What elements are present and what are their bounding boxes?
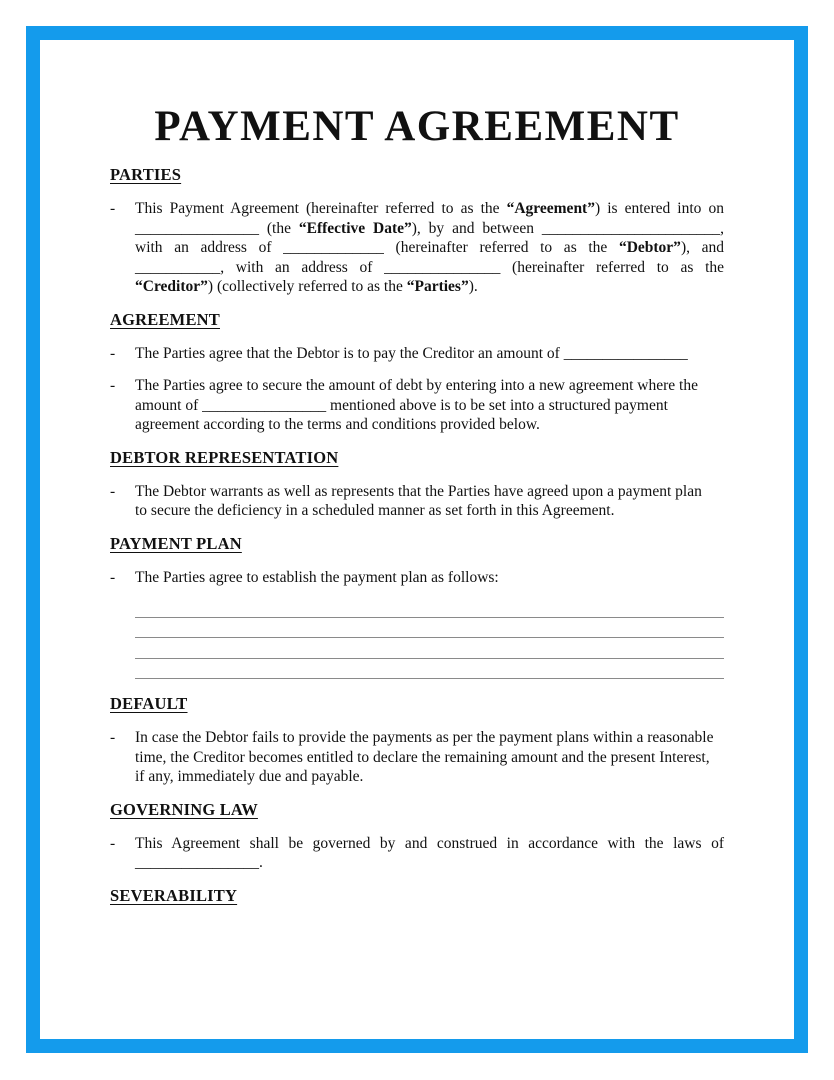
text-segment: , bbox=[720, 219, 724, 237]
text-segment: This Payment Agreement (hereinafter referred to as the bbox=[135, 200, 507, 218]
payment-plan-write-in-lines bbox=[135, 597, 724, 679]
ruled-line bbox=[135, 618, 724, 639]
page-border-frame bbox=[26, 26, 808, 1053]
section-heading: PARTIES bbox=[110, 165, 182, 185]
bullet-lines bbox=[135, 834, 724, 873]
bullet-dash: - bbox=[110, 482, 116, 500]
text-segment: ) is entered into on bbox=[594, 200, 724, 218]
section-governing-law bbox=[110, 800, 724, 873]
blank-field: _____________ bbox=[283, 239, 384, 257]
text-segment: agreement according to the terms and conditions provided below. bbox=[135, 416, 540, 434]
text-segment: (hereinafter referred to as the bbox=[383, 239, 619, 257]
text-line bbox=[135, 482, 724, 502]
section-heading: GOVERNING LAW bbox=[110, 799, 258, 819]
text-line bbox=[135, 376, 724, 396]
text-segment: “Agreement” bbox=[506, 200, 595, 218]
blank-field: ________________ bbox=[202, 396, 327, 414]
text-line bbox=[135, 219, 724, 239]
section-payment-plan bbox=[110, 534, 724, 680]
text-segment: The Parties agree to secure the amount of debt by entering into a new agreement where the bbox=[135, 377, 698, 395]
text-segment: “Effective Date” bbox=[298, 219, 412, 237]
text-segment: mentioned above is to be set into a structured payment bbox=[326, 396, 668, 414]
text-segment: ) (collectively referred to as the bbox=[207, 278, 407, 296]
bullet-item bbox=[110, 834, 724, 873]
section-default bbox=[110, 694, 724, 787]
bullet-item bbox=[110, 568, 724, 588]
text-line bbox=[135, 568, 724, 588]
text-segment: time, the Creditor becomes entitled to declare the remaining amount and the present Interest, bbox=[135, 748, 710, 766]
bullet-lines bbox=[135, 482, 724, 521]
bullet-item bbox=[110, 344, 724, 364]
text-segment: This Agreement shall be governed by and construed in accordance with the laws of bbox=[135, 834, 724, 852]
blank-field: ________________ bbox=[563, 344, 688, 362]
document-page bbox=[40, 40, 794, 1039]
blank-field: ________________ bbox=[135, 219, 259, 237]
text-line bbox=[135, 501, 724, 521]
blank-field: _______________ bbox=[384, 258, 501, 276]
text-line bbox=[135, 415, 724, 435]
text-segment: (hereinafter referred to as the bbox=[500, 258, 724, 276]
ruled-line bbox=[135, 638, 724, 659]
ruled-line bbox=[135, 597, 724, 618]
text-segment: In case the Debtor fails to provide the payments as per the payment plans within a reasonable bbox=[135, 729, 714, 747]
text-segment: ), and bbox=[680, 239, 724, 257]
text-line bbox=[135, 344, 724, 364]
section-heading: AGREEMENT bbox=[110, 309, 220, 329]
section-debtor-representation bbox=[110, 448, 724, 521]
bullet-lines bbox=[135, 728, 724, 787]
bullet-dash: - bbox=[110, 200, 116, 218]
document-sections bbox=[110, 165, 724, 906]
text-segment: The Debtor warrants as well as represents that the Parties have agreed upon a payment plan bbox=[135, 482, 702, 500]
bullet-item bbox=[110, 728, 724, 787]
text-line bbox=[135, 238, 724, 258]
bullet-item bbox=[110, 199, 724, 297]
text-segment: , with an address of bbox=[220, 258, 385, 276]
text-line bbox=[135, 853, 724, 873]
text-segment: to secure the deficiency in a scheduled manner as set forth in this Agreement. bbox=[135, 502, 615, 520]
bullet-item bbox=[110, 482, 724, 521]
text-line bbox=[135, 258, 724, 278]
bullet-lines bbox=[135, 568, 724, 588]
text-segment: with an address of bbox=[135, 239, 284, 257]
text-segment: “Debtor” bbox=[618, 239, 681, 257]
text-line bbox=[135, 396, 724, 416]
section-heading: PAYMENT PLAN bbox=[110, 533, 242, 553]
text-line bbox=[135, 748, 724, 768]
section-heading: DEBTOR REPRESENTATION bbox=[110, 447, 339, 467]
text-line bbox=[135, 834, 724, 854]
blank-field: _______________________ bbox=[541, 219, 721, 237]
section-agreement bbox=[110, 310, 724, 435]
bullet-dash: - bbox=[110, 344, 116, 362]
blank-field: ________________ bbox=[135, 854, 259, 872]
text-segment: The Parties agree that the Debtor is to pay the Creditor an amount of bbox=[135, 344, 564, 362]
text-segment: if any, immediately due and payable. bbox=[135, 768, 364, 786]
bullet-lines bbox=[135, 344, 724, 364]
text-segment: “Creditor” bbox=[135, 278, 208, 296]
blank-field: ___________ bbox=[135, 258, 221, 276]
text-segment: “Parties” bbox=[406, 278, 469, 296]
section-heading: SEVERABILITY bbox=[110, 885, 238, 905]
bullet-dash: - bbox=[110, 834, 116, 852]
text-segment: amount of bbox=[135, 396, 203, 414]
section-parties bbox=[110, 165, 724, 297]
section-heading: DEFAULT bbox=[110, 694, 188, 714]
bullet-dash: - bbox=[110, 729, 116, 747]
text-line bbox=[135, 199, 724, 219]
bullet-dash: - bbox=[110, 377, 116, 395]
text-segment: ), by and between bbox=[411, 219, 542, 237]
text-line bbox=[135, 728, 724, 748]
bullet-lines bbox=[135, 199, 724, 297]
text-line bbox=[135, 767, 724, 787]
bullet-dash: - bbox=[110, 568, 116, 586]
text-segment: The Parties agree to establish the payment plan as follows: bbox=[135, 568, 499, 586]
document-title: PAYMENT AGREEMENT bbox=[154, 103, 680, 150]
text-segment: ). bbox=[468, 278, 478, 296]
text-segment: . bbox=[259, 854, 263, 872]
ruled-line bbox=[135, 659, 724, 680]
text-segment: (the bbox=[259, 219, 299, 237]
bullet-lines bbox=[135, 376, 724, 435]
section-severability bbox=[110, 886, 724, 906]
bullet-item bbox=[110, 376, 724, 435]
text-line bbox=[135, 277, 724, 297]
